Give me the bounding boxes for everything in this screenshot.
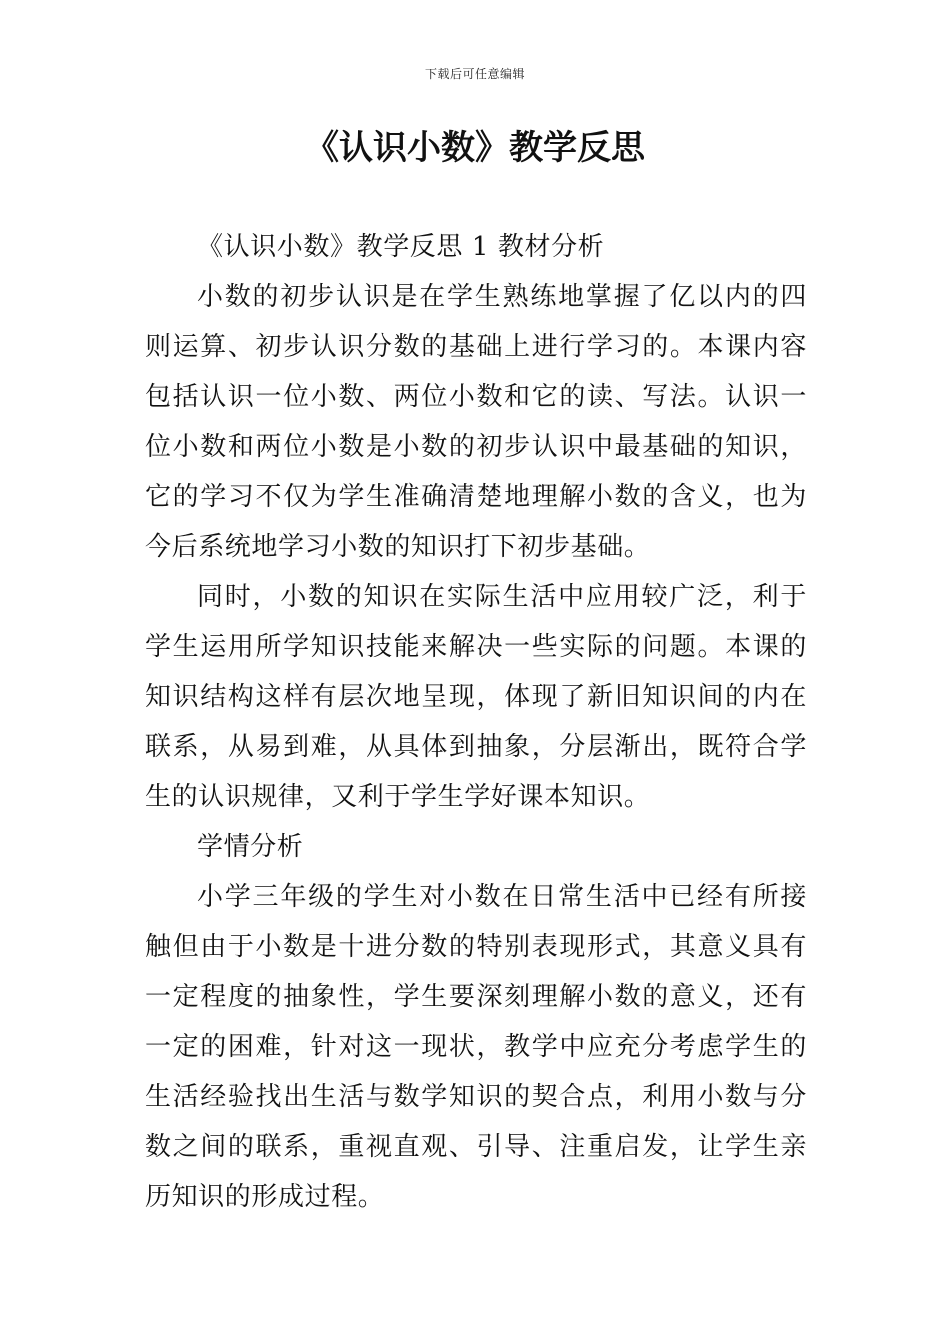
paragraph-learner-analysis: 小学三年级的学生对小数在日常生活中已经有所接触但由于小数是十进分数的特别表现形式，其意义具有一定程度的抽象性，学生要深刻理解小数的意义，还有一定的困难，针对这一现状，教学中应充分考虑学生的生活经验找出生活与数学知识的契合点，利用小数与分数之间的联系，重视直观、引导、注重启发，让学生亲历知识的形成过程。	[145, 882, 807, 1212]
section-heading-learner-analysis: 学情分析	[197, 832, 304, 862]
paragraph-intro: 小数的初步认识是在学生熟练地掌握了亿以内的四则运算、初步认识分数的基础上进行学习的。本课内容包括认识一位小数、两位小数和它的读、写法。认识一位小数和两位小数是小数的初步认识中最基础的知识，它的学习不仅为学生准确清楚地理解小数的含义，也为今后系统地学习小数的知识打下初步基础。	[145, 282, 807, 562]
header-note: 下载后可任意编辑	[424, 67, 525, 81]
paragraph-knowledge-structure: 同时，小数的知识在实际生活中应用较广泛，利于学生运用所学知识技能来解决一些实际的问题。本课的知识结构这样有层次地呈现，体现了新旧知识间的内在联系，从易到难，从具体到抽象，分层渐出，既符合学生的认识规律，又利于学生学好课本知识。	[145, 582, 807, 812]
document-body	[145, 222, 807, 1222]
section-heading-textbook-analysis: 《认识小数》教学反思 1 教材分析	[197, 232, 605, 262]
document-title: 《认识小数》教学反思	[305, 128, 645, 168]
